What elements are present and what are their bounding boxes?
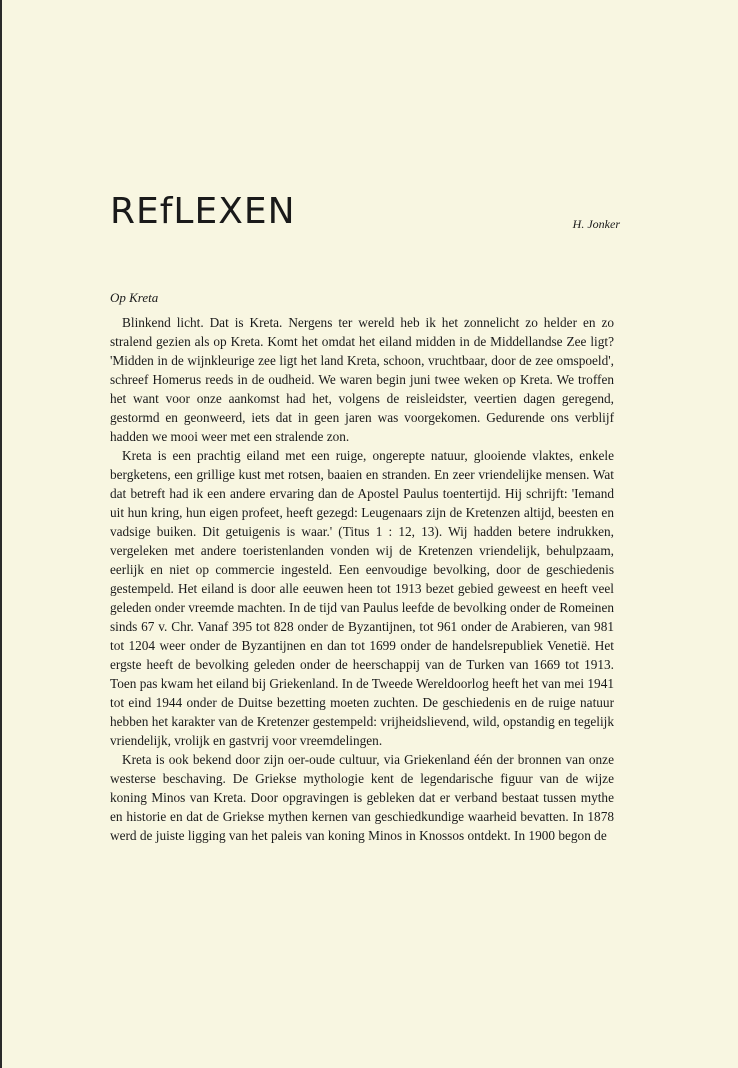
paragraph: Kreta is een prachtig eiland met een ruige, ongerepte natuur, glooiende vlaktes, enkele bergketens, een grillige kust met rotsen, baaien en stranden. En zeer vriendelijke mensen. Wat dat betreft had ik een andere ervaring dan de Apostel Paulus toentertijd. Hij schrijft: 'Iemand uit hun kring, hun eigen profeet, heeft gezegd: Leugenaars zijn de Kretenzen altijd, beesten en vadsige buiken. Dit getuigenis is waar.' (Titus 1 : 12, 13). Wij hadden betere indrukken, vergeleken met andere toeristenlanden vonden wij de Kretenzen vriendelijk, behulpzaam, eerlijk en niet op commercie ingesteld. Een eenvoudige bevolking, door de geschiedenis gestempeld. Het eiland is door alle eeuwen heen tot 1913 bezet gebied geweest en heeft veel geleden onder vreemde machten. In de tijd van Paulus leefde de bevolking onder de Romeinen sinds 67 v. Chr. Vanaf 395 tot 828 onder de Byzantijnen, tot 961 onder de Arabieren, van 981 tot 1204 weer onder de Byzantijnen en dan tot 1699 onder de handelsrepubliek Venetië. Het ergste heeft de bevolking geleden onder de heerschappij van de Turken van 1669 tot 1913. Toen pas kwam het eiland bij Griekenland. In de Tweede Wereldoorlog heeft het van mei 1941 tot eind 1944 onder de Duitse bezetting moeten zuchten. De geschiedenis en de ruige natuur hebben het karakter van de Kretenzer gestempeld: vrijheidslievend, wild, opstandig en tegelijk vriendelijk, vrolijk en gastvrij voor vreemdelingen. bbox=[110, 448, 615, 748]
article-body bbox=[110, 313, 614, 845]
paragraph: Blinkend licht. Dat is Kreta. Nergens ter wereld heb ik het zonnelicht zo helder en zo stralend gezien als op Kreta. Komt het omdat het eiland midden in de Middellandse Zee ligt? 'Midden in de wijnkleurige zee ligt het land Kreta, schoon, vruchtbaar, door de zee omspoeld', schreef Homerus reeds in de oudheid. We waren begin juni twee weken op Kreta. We troffen het want voor onze aankomst had het, volgens de reisleidster, veertien dagen geregend, gestormd en geonweerd, iets dat in geen jaren was voorgekomen. Gedurende ons verblijf hadden we mooi weer met een stralende zon. bbox=[110, 315, 614, 444]
author-name: H. Jonker bbox=[572, 217, 620, 231]
section-heading: Op Kreta bbox=[110, 290, 159, 305]
paragraph: Kreta is ook bekend door zijn oer-oude cultuur, via Griekenland één der bronnen van onze westerse beschaving. De Griekse mythologie kent de legendarische figuur van de wijze koning Minos van Kreta. Door opgravingen is gebleken dat er verband bestaat tussen mythe en historie en dat de Griekse mythen kernen van geschiedkundige waarheid bevatten. In 1878 werd de juiste ligging van het paleis van koning Minos in Knossos ontdekt. In 1900 begon de bbox=[110, 752, 614, 843]
page-title: REfLEXEN bbox=[110, 191, 296, 232]
